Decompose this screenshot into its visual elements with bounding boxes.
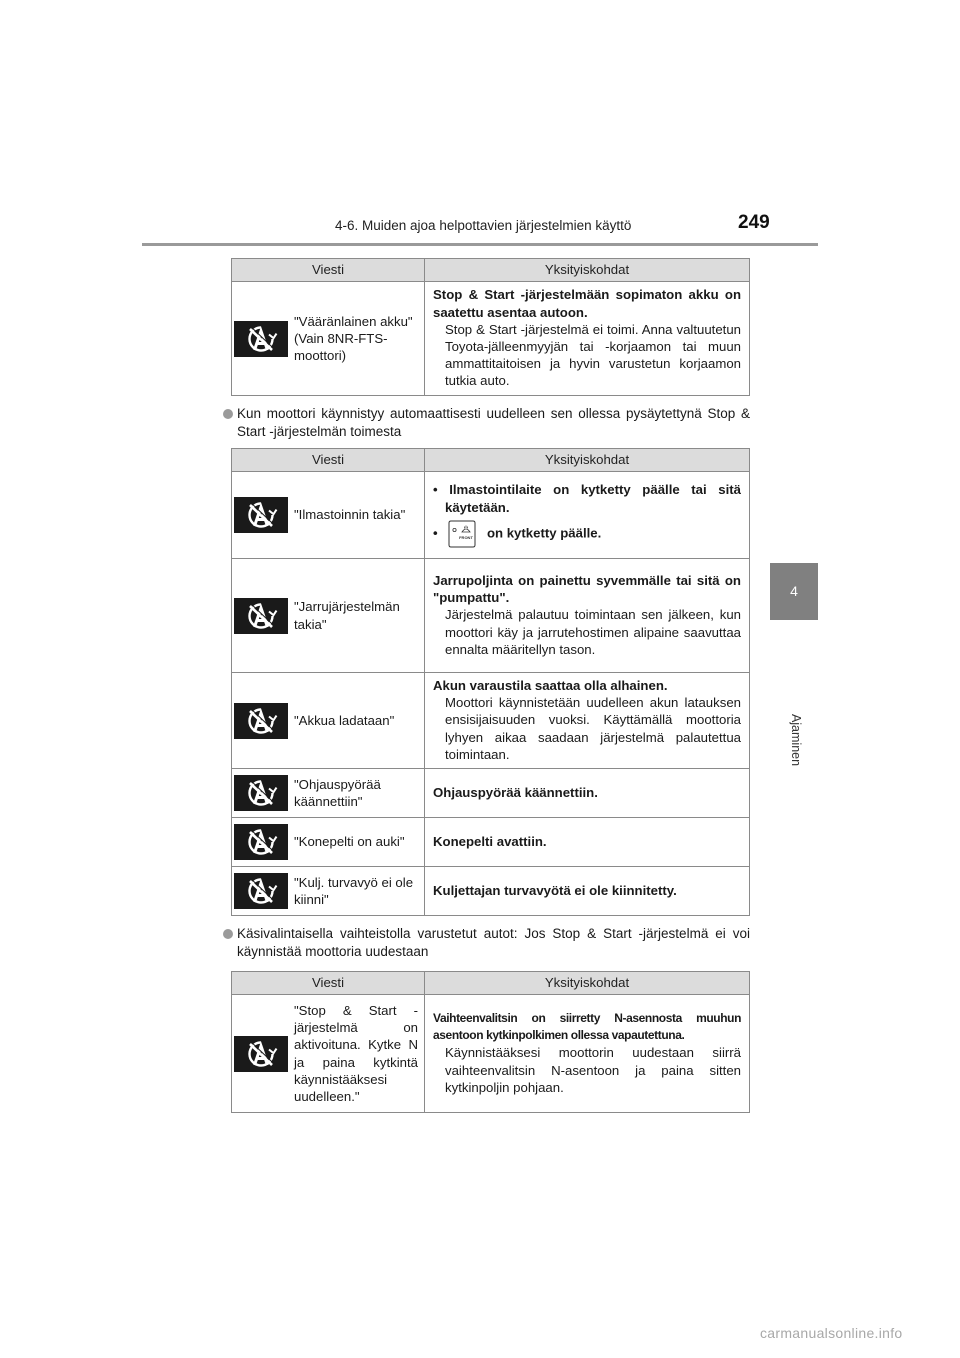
table-row <box>232 673 750 769</box>
message-name: "Vääränlainen akku" (Vain 8NR-FTS-moottori) <box>290 282 425 396</box>
stop-start-warning-icon <box>234 703 288 739</box>
icon-cell <box>232 995 291 1113</box>
table-row <box>232 867 750 916</box>
stop-start-warning-icon <box>234 775 288 811</box>
message-table-2 <box>231 448 750 916</box>
bullet-dot-icon <box>223 929 233 939</box>
stop-start-warning-icon <box>234 598 288 634</box>
detail-title: Konepelti avattiin. <box>433 833 547 849</box>
table-row <box>232 818 750 867</box>
icon-cell <box>232 673 291 769</box>
stop-start-warning-icon <box>234 873 288 909</box>
column-header-details: Yksityiskohdat <box>425 972 750 995</box>
stop-start-warning-icon <box>234 321 288 357</box>
detail-title: Stop & Start -järjestelmään sopimaton akku on saatettu asentaa autoon. <box>433 287 741 320</box>
table-header-row <box>232 259 750 282</box>
stop-start-warning-icon <box>234 824 288 860</box>
detail-title: Jarrupoljinta on painettu syvemmälle tai sitä on "pumpattu". <box>433 572 741 606</box>
chapter-label-text: Ajaminen <box>789 713 803 767</box>
icon-cell <box>232 559 291 673</box>
message-name: "Ilmastoinnin takia" <box>290 472 425 559</box>
column-header-message: Viesti <box>232 449 425 472</box>
table-row <box>232 282 750 396</box>
front-button-label: FRONT <box>459 534 474 540</box>
table-row <box>232 472 750 559</box>
section-title: 4-6. Muiden ajoa helpottavien järjestelmien käyttö <box>335 218 632 233</box>
chapter-tab[interactable]: 4 <box>770 563 818 620</box>
message-detail <box>425 867 750 916</box>
message-detail <box>425 559 750 673</box>
detail-body: Moottori käynnistetään uudelleen akun latauksen ensisijaisuuden vuoksi. Käyttämällä moottoria lyhyen aikaa saadaan järjestelmä palautettua toimintaan. <box>445 695 741 762</box>
message-name: "Konepelti on auki" <box>290 818 425 867</box>
chapter-label <box>776 695 816 785</box>
message-name: "Stop & Start -järjestelmä on aktivoituna. Kytke N ja paina kytkintä käynnistääksesi uudelleen." <box>290 995 425 1113</box>
message-detail <box>425 282 750 396</box>
detail-body: Stop & Start -järjestelmä ei toimi. Anna valtuutetun Toyota-jälleenmyyjän tai -korjaamon tai muun ammattitaitoisen ja hyvin varustetun korjaamon tutkia auto. <box>445 321 741 389</box>
message-detail <box>425 995 750 1113</box>
bullet-text: Kun moottori käynnistyy automaattisesti uudelleen sen ollessa pysäytettynä Stop & Start -järjestelmän toimesta <box>237 406 750 439</box>
table-header-row <box>232 972 750 995</box>
icon-cell <box>232 818 291 867</box>
header-divider <box>142 243 818 246</box>
bullet-paragraph-1 <box>223 405 750 441</box>
detail-title: Vaihteenvalitsin on siirretty N-asennosta muuhun asentoon kytkinpolkimen ollessa vapautettuna. <box>433 1010 741 1043</box>
bullet-dot-icon <box>223 409 233 419</box>
table-row <box>232 995 750 1113</box>
detail-bullet-text: on kytketty päälle. <box>486 525 602 541</box>
message-name: "Kulj. turvavyö ei ole kiinni" <box>290 867 425 916</box>
detail-bullet-text: Ilmastointilaite on kytketty päälle tai sitä käytetään. <box>445 482 742 515</box>
detail-body: Järjestelmä palautuu toimintaan sen jälkeen, kun moottori käy ja jarrutehostimen alipaine saavuttaa ennalta määritellyn tason. <box>445 607 741 657</box>
detail-title: Kuljettajan turvavyötä ei ole kiinnitetty. <box>433 882 677 898</box>
message-detail <box>425 673 750 769</box>
table-row <box>232 769 750 818</box>
message-name: "Jarrujärjestelmän takia" <box>290 559 425 673</box>
table-header-row <box>232 449 750 472</box>
message-detail <box>425 472 750 559</box>
column-header-message: Viesti <box>232 972 425 995</box>
detail-body: Käynnistääksesi moottorin uudestaan siirrä vaihteenvalitsin N-asentoon ja paina sitten kytkinpoljin pohjaan. <box>445 1045 741 1095</box>
bullet-paragraph-2 <box>223 925 750 961</box>
column-header-details: Yksityiskohdat <box>425 259 750 282</box>
bullet-text: Käsivalintaisella vaihteistolla varustetut autot: Jos Stop & Start -järjestelmä ei voi käynnistää moottoria uudestaan <box>237 926 750 959</box>
watermark: carmanualsonline.info <box>760 1325 903 1341</box>
icon-cell <box>232 472 291 559</box>
table-row <box>232 559 750 673</box>
stop-start-warning-icon <box>234 1036 288 1072</box>
page-number: 249 <box>738 212 770 233</box>
icon-cell <box>232 867 291 916</box>
message-table-3 <box>231 971 750 1113</box>
message-name: "Ohjauspyörää käännettiin" <box>290 769 425 818</box>
column-header-details: Yksityiskohdat <box>425 449 750 472</box>
message-name: "Akkua ladataan" <box>290 673 425 769</box>
message-table-1 <box>231 258 750 396</box>
icon-cell <box>232 282 291 396</box>
detail-bullet: • FRONT on kytketty päälle. <box>433 520 741 548</box>
column-header-message: Viesti <box>232 259 425 282</box>
detail-title: Akun varaustila saattaa olla alhainen. <box>433 678 668 693</box>
stop-start-warning-icon <box>234 497 288 533</box>
front-defogger-button-icon <box>447 520 477 548</box>
detail-title: Ohjauspyörää käännettiin. <box>433 784 598 800</box>
message-detail <box>425 769 750 818</box>
detail-bullet: • Ilmastointilaite on kytketty päälle tai sitä käytetään. <box>433 482 742 515</box>
icon-cell <box>232 769 291 818</box>
message-detail <box>425 818 750 867</box>
